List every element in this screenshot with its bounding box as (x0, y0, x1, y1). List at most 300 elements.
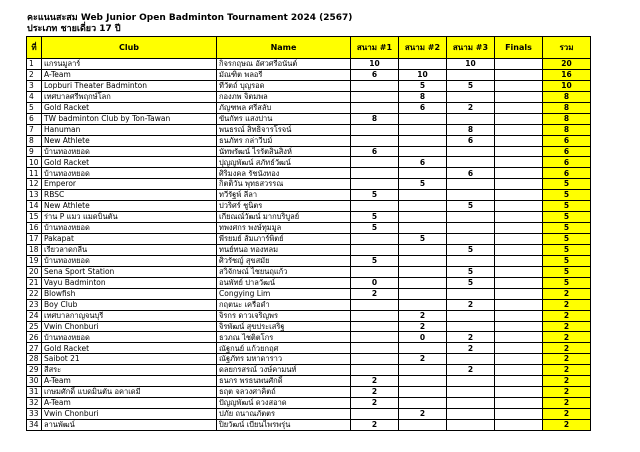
cell-finals (495, 255, 543, 266)
cell-finals (495, 365, 543, 376)
cell-stage2: 8 (399, 91, 447, 102)
cell-club: Gold Racket (42, 343, 217, 354)
cell-no: 2 (27, 69, 42, 80)
cell-club: TW badminton Club by Ton-Tawan (42, 113, 217, 124)
cell-stage1: 5 (351, 255, 399, 266)
col-header-stage3: สนาม #3 (447, 37, 495, 59)
cell-name: ศิริมงคล รัชนังทอง (217, 168, 351, 179)
table-row (27, 387, 591, 398)
table-row (27, 212, 591, 223)
cell-stage3: 2 (447, 343, 495, 354)
cell-stage1 (351, 157, 399, 168)
cell-name: ณัฐกนย์ แก้วยกฤศ (217, 343, 351, 354)
cell-name: พนธรณ์ สิทธิจารโรจน์ (217, 124, 351, 135)
cell-stage1 (351, 168, 399, 179)
cell-stage1 (351, 244, 399, 255)
table-row (27, 255, 591, 266)
cell-stage3 (447, 212, 495, 223)
cell-stage2 (399, 398, 447, 409)
cell-stage2: 2 (399, 310, 447, 321)
table-row (27, 266, 591, 277)
cell-stage3 (447, 398, 495, 409)
cell-club: Vayu Badminton (42, 277, 217, 288)
table-row (27, 102, 591, 113)
table-row (27, 190, 591, 201)
cell-no: 6 (27, 113, 42, 124)
cell-finals (495, 157, 543, 168)
cell-club: Saibot 21 (42, 354, 217, 365)
cell-name: ธนภัทร กล่าวีบม์ (217, 135, 351, 146)
cell-stage2 (399, 59, 447, 70)
cell-club: Hanuman (42, 124, 217, 135)
table-row (27, 124, 591, 135)
cell-stage3 (447, 146, 495, 157)
cell-stage3 (447, 255, 495, 266)
cell-stage2: 2 (399, 321, 447, 332)
cell-finals (495, 343, 543, 354)
cell-club: บ้านทองหยอด (42, 146, 217, 157)
table-row (27, 69, 591, 80)
cell-stage1 (351, 124, 399, 135)
page-title: คะแนนสะสม Web Junior Open Badminton Tournament 2024 (2567) (27, 13, 353, 23)
table-row (27, 332, 591, 343)
cell-stage2 (399, 288, 447, 299)
cell-no: 30 (27, 376, 42, 387)
cell-stage3: 2 (447, 299, 495, 310)
table-row (27, 201, 591, 212)
cell-stage2 (399, 255, 447, 266)
cell-stage2 (399, 190, 447, 201)
cell-name: สวิจักษณ์ ไชยนฤแก้ว (217, 266, 351, 277)
table-row (27, 146, 591, 157)
cell-no: 21 (27, 277, 42, 288)
cell-stage1 (351, 179, 399, 190)
header-row (27, 37, 591, 59)
table-row (27, 376, 591, 387)
cell-stage1 (351, 299, 399, 310)
cell-club: Boy Club (42, 299, 217, 310)
cell-finals (495, 387, 543, 398)
cell-finals (495, 223, 543, 234)
cell-club: Pakapat (42, 234, 217, 245)
cell-stage1 (351, 102, 399, 113)
cell-no: 15 (27, 212, 42, 223)
col-header-no: ที่ (27, 37, 42, 59)
cell-total: 5 (543, 201, 591, 212)
table-row (27, 299, 591, 310)
cell-finals (495, 288, 543, 299)
cell-total: 2 (543, 332, 591, 343)
col-header-stage2: สนาม #2 (399, 37, 447, 59)
cell-name: ดลยกรสรณ์ วงษ์คามนท์ (217, 365, 351, 376)
cell-stage1: 5 (351, 223, 399, 234)
cell-club: แกรนมูลาร์ (42, 59, 217, 70)
cell-name: กิตติวัน พุทธสวรรณ (217, 179, 351, 190)
cell-stage2: 5 (399, 234, 447, 245)
cell-total: 8 (543, 102, 591, 113)
table-row (27, 310, 591, 321)
table-row (27, 354, 591, 365)
cell-stage3: 6 (447, 135, 495, 146)
cell-finals (495, 354, 543, 365)
cell-name: กิจรกฤษณ อัศวศรีอนันต์ (217, 59, 351, 70)
cell-no: 34 (27, 419, 42, 430)
cell-stage1: 6 (351, 146, 399, 157)
cell-no: 26 (27, 332, 42, 343)
cell-total: 2 (543, 343, 591, 354)
cell-name: ธฤต จลวงศาคิตถ์ (217, 387, 351, 398)
cell-no: 29 (27, 365, 42, 376)
table-row (27, 113, 591, 124)
cell-total: 5 (543, 223, 591, 234)
cell-stage3 (447, 69, 495, 80)
cell-stage2 (399, 343, 447, 354)
cell-name: ปวริศร์ ชูนิตร (217, 201, 351, 212)
cell-club: Blowfish (42, 288, 217, 299)
cell-finals (495, 277, 543, 288)
cell-stage3 (447, 321, 495, 332)
cell-no: 33 (27, 409, 42, 420)
cell-no: 28 (27, 354, 42, 365)
cell-stage3 (447, 387, 495, 398)
cell-no: 27 (27, 343, 42, 354)
cell-no: 17 (27, 234, 42, 245)
cell-no: 25 (27, 321, 42, 332)
cell-no: 18 (27, 244, 42, 255)
cell-stage2: 2 (399, 354, 447, 365)
cell-stage1: 2 (351, 288, 399, 299)
cell-stage2: 0 (399, 332, 447, 343)
table-row (27, 223, 591, 234)
cell-stage2 (399, 299, 447, 310)
cell-stage2: 2 (399, 409, 447, 420)
col-header-finals: Finals (495, 37, 543, 59)
cell-stage1 (351, 354, 399, 365)
cell-stage2: 10 (399, 69, 447, 80)
table-row (27, 244, 591, 255)
cell-stage2 (399, 266, 447, 277)
cell-no: 23 (27, 299, 42, 310)
cell-stage3 (447, 354, 495, 365)
cell-club: New Athlete (42, 135, 217, 146)
cell-no: 31 (27, 387, 42, 398)
cell-stage1 (351, 409, 399, 420)
cell-no: 4 (27, 91, 42, 102)
cell-finals (495, 376, 543, 387)
table-row (27, 398, 591, 409)
table-row (27, 168, 591, 179)
cell-total: 5 (543, 244, 591, 255)
cell-stage2 (399, 277, 447, 288)
table-row (27, 179, 591, 190)
cell-club: ร่าน P แมว แมดบินตัน (42, 212, 217, 223)
cell-stage2 (399, 376, 447, 387)
table-row (27, 234, 591, 245)
cell-stage1: 6 (351, 69, 399, 80)
cell-stage3 (447, 113, 495, 124)
cell-finals (495, 234, 543, 245)
cell-name: จิรพัฒน์ สุขประเสริฐ (217, 321, 351, 332)
cell-club: A-Team (42, 69, 217, 80)
cell-name: Congying Lim (217, 288, 351, 299)
cell-club: Gold Racket (42, 157, 217, 168)
cell-stage1 (351, 91, 399, 102)
cell-name: กฤตนะ เครือดำ (217, 299, 351, 310)
cell-finals (495, 69, 543, 80)
cell-stage1: 8 (351, 113, 399, 124)
cell-total: 2 (543, 398, 591, 409)
cell-name: ธนกร พรธนพนศักดิ์ (217, 376, 351, 387)
cell-finals (495, 299, 543, 310)
cell-club: บ้านทองหยอด (42, 255, 217, 266)
cell-club: บ้านทองหยอด (42, 332, 217, 343)
cell-no: 8 (27, 135, 42, 146)
cell-stage2 (399, 124, 447, 135)
cell-name: ธวภณ ไชติตโกร (217, 332, 351, 343)
cell-stage1 (351, 343, 399, 354)
cell-total: 5 (543, 212, 591, 223)
table-row (27, 157, 591, 168)
cell-stage2: 6 (399, 157, 447, 168)
cell-total: 8 (543, 113, 591, 124)
table-row (27, 288, 591, 299)
cell-stage3: 5 (447, 277, 495, 288)
cell-stage3: 6 (447, 168, 495, 179)
col-header-name: Name (217, 37, 351, 59)
cell-name: ภัญฑพล ศรีสลับ (217, 102, 351, 113)
cell-club: บ้านทองหยอด (42, 168, 217, 179)
cell-total: 5 (543, 190, 591, 201)
cell-stage3 (447, 91, 495, 102)
cell-stage2 (399, 168, 447, 179)
cell-stage3 (447, 376, 495, 387)
cell-name: ทนย์ทนอ ทองทลม (217, 244, 351, 255)
cell-total: 10 (543, 80, 591, 91)
cell-name: ขันกัทร แสงปาน (217, 113, 351, 124)
cell-stage3 (447, 409, 495, 420)
table-row (27, 419, 591, 430)
cell-stage3 (447, 310, 495, 321)
table-row (27, 277, 591, 288)
cell-finals (495, 398, 543, 409)
cell-total: 5 (543, 179, 591, 190)
cell-total: 2 (543, 354, 591, 365)
cell-name: ทวีรัฐพ์ ลีลา (217, 190, 351, 201)
cell-finals (495, 135, 543, 146)
cell-stage1 (351, 234, 399, 245)
table-row (27, 135, 591, 146)
cell-finals (495, 332, 543, 343)
table-row (27, 409, 591, 420)
cell-stage1: 2 (351, 387, 399, 398)
cell-name: ปัญญพัฒน์ ดวงสอาด (217, 398, 351, 409)
cell-total: 5 (543, 277, 591, 288)
cell-no: 16 (27, 223, 42, 234)
table-row (27, 343, 591, 354)
cell-finals (495, 146, 543, 157)
cell-no: 24 (27, 310, 42, 321)
cell-name: ทีวัตถ์ บุญรอด (217, 80, 351, 91)
cell-stage3 (447, 234, 495, 245)
cell-no: 22 (27, 288, 42, 299)
cell-finals (495, 266, 543, 277)
cell-finals (495, 168, 543, 179)
cell-total: 2 (543, 310, 591, 321)
cell-stage1: 0 (351, 277, 399, 288)
cell-finals (495, 91, 543, 102)
cell-name: เกียณณ์วัฒน์ มากบริบูลย์ (217, 212, 351, 223)
cell-total: 5 (543, 234, 591, 245)
cell-finals (495, 190, 543, 201)
cell-club: Sena Sport Station (42, 266, 217, 277)
cell-total: 5 (543, 255, 591, 266)
cell-stage3: 2 (447, 365, 495, 376)
cell-total: 2 (543, 387, 591, 398)
cell-stage3: 5 (447, 201, 495, 212)
table-row (27, 91, 591, 102)
cell-name: อนพัทย์ ปาลวัฒน์ (217, 277, 351, 288)
table-row (27, 321, 591, 332)
cell-club: เทศบาลกาญจนบุรี (42, 310, 217, 321)
cell-finals (495, 212, 543, 223)
table-row (27, 59, 591, 70)
cell-total: 2 (543, 288, 591, 299)
cell-stage1 (351, 201, 399, 212)
cell-finals (495, 113, 543, 124)
cell-stage2 (399, 146, 447, 157)
cell-club: Emperor (42, 179, 217, 190)
cell-total: 6 (543, 157, 591, 168)
cell-club: A-Team (42, 376, 217, 387)
cell-total: 16 (543, 69, 591, 80)
cell-name: ศิวรัชญ์ สุขสมัย (217, 255, 351, 266)
col-header-stage1: สนาม #1 (351, 37, 399, 59)
cell-name: ปภัย ถนาณภัตตร (217, 409, 351, 420)
cell-total: 2 (543, 299, 591, 310)
cell-stage1: 2 (351, 398, 399, 409)
standings-table (26, 36, 591, 431)
cell-no: 20 (27, 266, 42, 277)
cell-finals (495, 124, 543, 135)
cell-stage2 (399, 244, 447, 255)
cell-no: 19 (27, 255, 42, 266)
cell-stage2: 5 (399, 80, 447, 91)
cell-total: 5 (543, 266, 591, 277)
cell-total: 20 (543, 59, 591, 70)
cell-club: A-Team (42, 398, 217, 409)
cell-no: 32 (27, 398, 42, 409)
cell-club: New Athlete (42, 201, 217, 212)
cell-total: 2 (543, 409, 591, 420)
cell-finals (495, 102, 543, 113)
cell-finals (495, 80, 543, 91)
cell-stage3: 2 (447, 102, 495, 113)
cell-stage3: 5 (447, 80, 495, 91)
cell-stage2 (399, 212, 447, 223)
cell-stage2 (399, 223, 447, 234)
cell-club: เทศบาลศรีพฤกษ์โลก (42, 91, 217, 102)
cell-stage1 (351, 332, 399, 343)
cell-club: Vwin Chonburi (42, 321, 217, 332)
cell-finals (495, 419, 543, 430)
cell-name: กองภพ จิตมพล (217, 91, 351, 102)
cell-no: 7 (27, 124, 42, 135)
cell-stage3 (447, 157, 495, 168)
cell-total: 6 (543, 168, 591, 179)
col-header-total: รวม (543, 37, 591, 59)
cell-stage1: 5 (351, 212, 399, 223)
cell-stage3 (447, 223, 495, 234)
cell-club: Gold Racket (42, 102, 217, 113)
cell-stage1 (351, 80, 399, 91)
cell-club: บ้านทองหยอด (42, 223, 217, 234)
cell-total: 2 (543, 365, 591, 376)
cell-stage2 (399, 387, 447, 398)
cell-no: 1 (27, 59, 42, 70)
cell-club: ลานพัฒน์ (42, 419, 217, 430)
cell-stage3 (447, 288, 495, 299)
table-row (27, 80, 591, 91)
cell-finals (495, 201, 543, 212)
cell-stage1 (351, 365, 399, 376)
cell-stage2 (399, 365, 447, 376)
cell-stage3: 2 (447, 332, 495, 343)
cell-name: นัทพรัฒน์ ไรรัตสินสิงห์ (217, 146, 351, 157)
cell-stage3: 5 (447, 244, 495, 255)
cell-total: 8 (543, 91, 591, 102)
cell-club: RBSC (42, 190, 217, 201)
cell-finals (495, 409, 543, 420)
cell-stage3: 8 (447, 124, 495, 135)
cell-total: 6 (543, 135, 591, 146)
page-subtitle: ประเภท ชายเดี่ยว 17 ปี (27, 24, 121, 34)
cell-stage2 (399, 201, 447, 212)
cell-name: ปุญญพัฒน์ สภัทธ์วัฒน์ (217, 157, 351, 168)
cell-finals (495, 321, 543, 332)
cell-no: 10 (27, 157, 42, 168)
cell-no: 12 (27, 179, 42, 190)
cell-name: จิรกร ดาวเจริญพร (217, 310, 351, 321)
cell-club: เรียวลาดกลีน (42, 244, 217, 255)
cell-club: Vwin Chonburi (42, 409, 217, 420)
cell-name: พีรยมย์ ส้มเภาร์พิตย์ (217, 234, 351, 245)
cell-stage1 (351, 310, 399, 321)
cell-name: ทพงศกร พงษ์ทุมมูล (217, 223, 351, 234)
cell-no: 13 (27, 190, 42, 201)
cell-total: 8 (543, 124, 591, 135)
cell-stage2 (399, 419, 447, 430)
cell-total: 2 (543, 419, 591, 430)
cell-no: 5 (27, 102, 42, 113)
cell-stage1: 5 (351, 190, 399, 201)
cell-stage2: 6 (399, 102, 447, 113)
cell-stage2: 5 (399, 179, 447, 190)
cell-stage3: 10 (447, 59, 495, 70)
cell-stage3 (447, 190, 495, 201)
cell-no: 11 (27, 168, 42, 179)
cell-finals (495, 310, 543, 321)
cell-no: 9 (27, 146, 42, 157)
cell-stage2 (399, 113, 447, 124)
cell-name: มัณฑิต พลอรี (217, 69, 351, 80)
cell-stage3 (447, 419, 495, 430)
table-row (27, 365, 591, 376)
cell-total: 2 (543, 321, 591, 332)
cell-stage2 (399, 135, 447, 146)
cell-name: ณัฐภัทร มหาดาราว (217, 354, 351, 365)
cell-stage1 (351, 135, 399, 146)
cell-stage1 (351, 321, 399, 332)
